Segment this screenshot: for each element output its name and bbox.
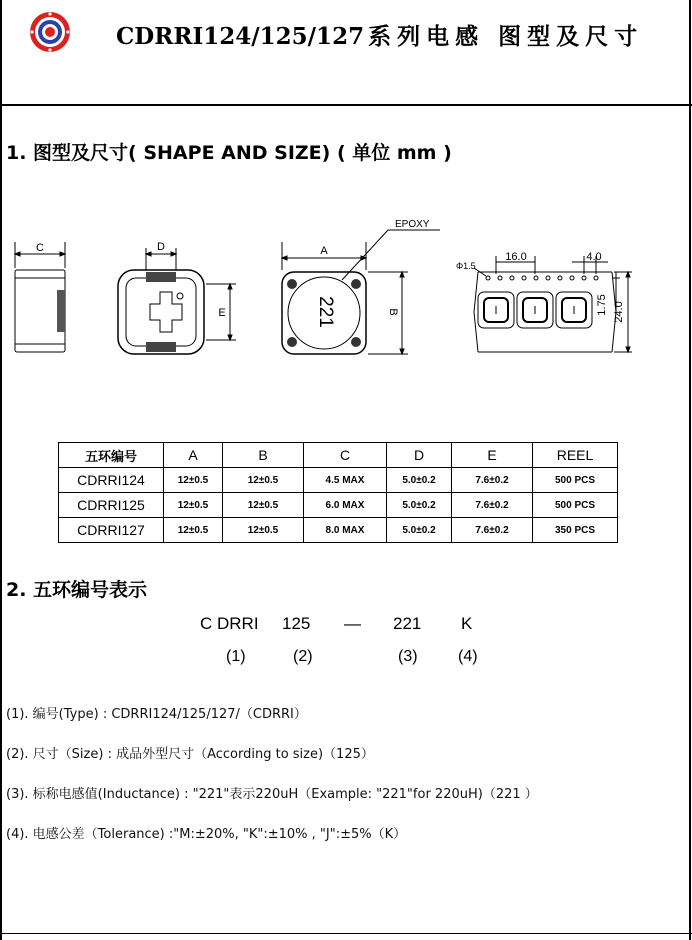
column-header: D bbox=[387, 443, 452, 468]
code-part-inductance: 221 bbox=[393, 614, 422, 633]
table-cell: 4.5 MAX bbox=[304, 468, 387, 493]
side-view-drawing bbox=[15, 242, 65, 352]
column-header: 五环编号 bbox=[59, 443, 164, 468]
footer-divider bbox=[0, 933, 692, 934]
bottom-view-drawing bbox=[118, 241, 236, 354]
table-cell: 350 PCS bbox=[533, 518, 618, 543]
code-index: (4) bbox=[458, 648, 478, 665]
header-divider bbox=[0, 104, 692, 106]
column-header: REEL bbox=[533, 443, 618, 468]
table-cell: 500 PCS bbox=[533, 493, 618, 518]
dim-b-label: B bbox=[387, 308, 399, 316]
spec-table bbox=[58, 442, 618, 543]
dim-a-label: A bbox=[320, 245, 328, 257]
table-cell: 5.0±0.2 bbox=[387, 468, 452, 493]
note-type: (1). 编号(Type) : CDRRI124/125/127/（CDRRI） bbox=[6, 707, 307, 722]
section-1-heading: 1. 图型及尺寸( SHAPE AND SIZE) ( 单位 mm ) bbox=[6, 142, 452, 164]
table-cell: CDRRI127 bbox=[59, 518, 164, 543]
epoxy-label: EPOXY bbox=[395, 219, 430, 230]
dim-d-label: D bbox=[157, 241, 165, 253]
company-logo bbox=[28, 10, 72, 54]
table-row bbox=[59, 468, 618, 493]
column-header: E bbox=[452, 443, 533, 468]
frame-right-border bbox=[689, 0, 691, 940]
tape-view-drawing bbox=[456, 251, 632, 352]
dimension-drawings bbox=[0, 212, 692, 372]
column-header: A bbox=[164, 443, 223, 468]
code-index: (3) bbox=[398, 648, 418, 665]
code-index: (2) bbox=[293, 648, 313, 665]
table-header-row bbox=[59, 443, 618, 468]
table-row bbox=[59, 493, 618, 518]
table-cell: 7.6±0.2 bbox=[452, 468, 533, 493]
note-size: (2). 尺寸（Size) : 成品外型尺寸（According to size)（125） bbox=[6, 747, 374, 762]
title-model: CDRRI124/125/127 bbox=[116, 23, 365, 50]
table-cell: CDRRI124 bbox=[59, 468, 164, 493]
table-cell: 12±0.5 bbox=[223, 468, 304, 493]
dim-c-label: C bbox=[36, 242, 44, 254]
table-row bbox=[59, 518, 618, 543]
table-cell: 5.0±0.2 bbox=[387, 518, 452, 543]
title-description: 系列电感 图型及尺寸 bbox=[368, 23, 644, 50]
tape-hole-pitch-label: 4.0 bbox=[586, 251, 602, 263]
table-cell: 7.6±0.2 bbox=[452, 518, 533, 543]
table-cell: 12±0.5 bbox=[223, 518, 304, 543]
tape-hole-label: Φ1.5 bbox=[456, 261, 476, 271]
code-part-size: 125 bbox=[282, 614, 311, 633]
column-header: C bbox=[304, 443, 387, 468]
code-index: (1) bbox=[226, 648, 246, 665]
section-2-heading: 2. 五环编号表示 bbox=[6, 579, 148, 601]
table-cell: 7.6±0.2 bbox=[452, 493, 533, 518]
table-cell: 12±0.5 bbox=[164, 468, 223, 493]
note-tolerance: (4). 电感公差（Tolerance) :"M:±20%, "K":±10% , "J":±5%（K） bbox=[6, 827, 407, 842]
frame-left-border bbox=[0, 0, 2, 940]
code-part-tolerance: K bbox=[461, 614, 473, 633]
tape-width-label: 24.0 bbox=[613, 301, 625, 323]
tape-pitch-label: 16.0 bbox=[505, 251, 527, 263]
tape-edge-label: 1.75 bbox=[596, 294, 608, 316]
dim-e-label: E bbox=[218, 307, 226, 319]
column-header: B bbox=[223, 443, 304, 468]
table-cell: 12±0.5 bbox=[164, 493, 223, 518]
table-cell: 8.0 MAX bbox=[304, 518, 387, 543]
table-cell: 12±0.5 bbox=[164, 518, 223, 543]
code-part-dash: — bbox=[344, 614, 361, 633]
top-view-drawing bbox=[282, 219, 440, 354]
code-part-type: C DRRI bbox=[200, 614, 259, 633]
table-cell: 12±0.5 bbox=[223, 493, 304, 518]
table-cell: 500 PCS bbox=[533, 468, 618, 493]
page-title bbox=[116, 18, 643, 51]
table-cell: 5.0±0.2 bbox=[387, 493, 452, 518]
table-cell: 6.0 MAX bbox=[304, 493, 387, 518]
table-cell: CDRRI125 bbox=[59, 493, 164, 518]
part-marking-text: 221 bbox=[315, 296, 336, 328]
note-inductance: (3). 标称电感值(Inductance) : "221"表示220uH（Example: "221"for 220uH)（221 ） bbox=[6, 787, 538, 802]
